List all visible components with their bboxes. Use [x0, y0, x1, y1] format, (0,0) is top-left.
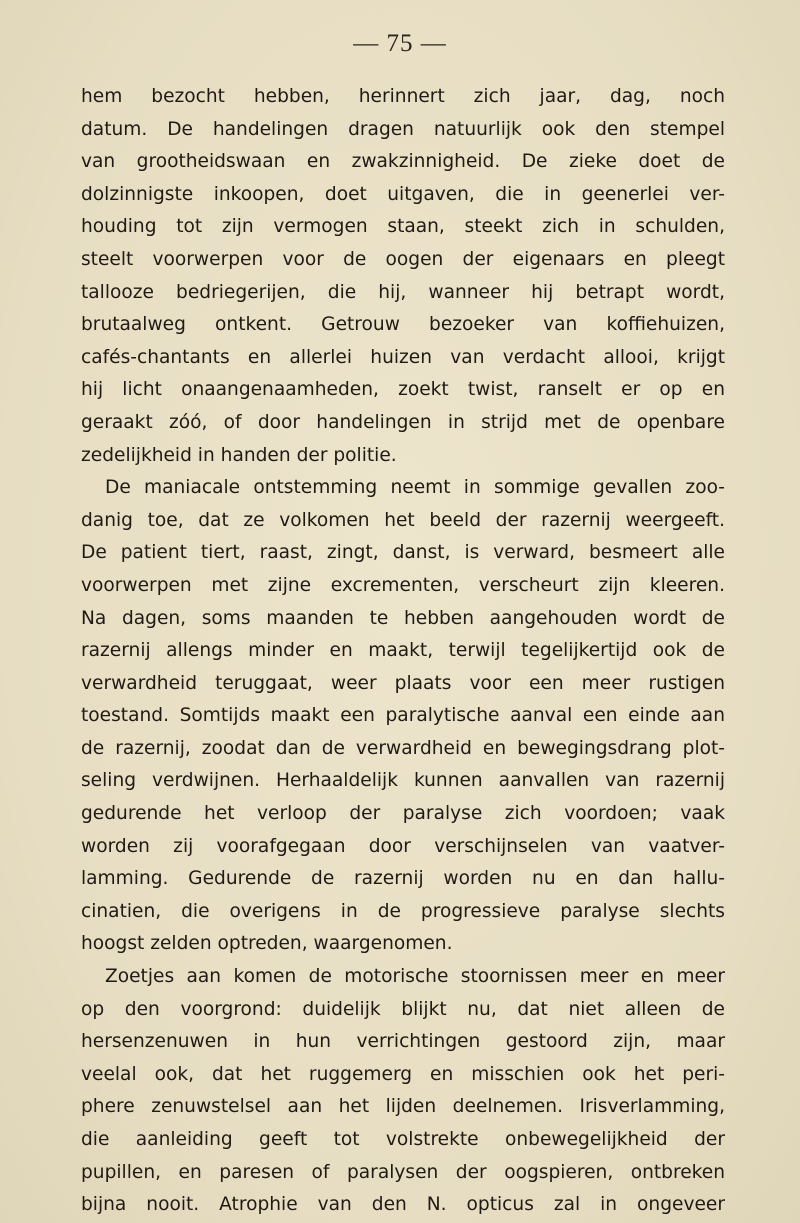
- text-line: voorwerpen met zijne excrementen, verscheurt zijn kleeren.: [81, 574, 725, 596]
- text-line: hoogst zelden optreden, waargenomen.: [81, 933, 453, 955]
- text-line: De patient tiert, raast, zingt, danst, is verward, besmeert alle: [81, 542, 725, 564]
- text-line: verwardheid teruggaat, weer plaats voor een meer rustigen: [81, 672, 725, 694]
- text-line: razernij allengs minder en maakt, terwijl tegelijkertijd ook de: [81, 640, 725, 662]
- text-line: tallooze bedriegerijen, die hij, wanneer hij betrapt wordt,: [81, 281, 725, 303]
- text-line: veelal ook, dat het ruggemerg en misschien ook het peri-: [81, 1063, 725, 1085]
- text-line: die aanleiding geeft tot volstrekte onbewegelijkheid der: [81, 1129, 725, 1150]
- text-line: pupillen, en paresen of paralysen der oogspieren, ontbreken: [81, 1161, 725, 1183]
- text-line: van grootheidswaan en zwakzinnigheid. De zieke doet de: [81, 151, 725, 173]
- text-line: houding tot zijn vermogen staan, steekt zich in schulden,: [81, 216, 725, 238]
- text-line: phere zenuwstelsel aan het lijden deelnemen. Irisverlamming,: [81, 1096, 725, 1118]
- text-line: dolzinnigste inkoopen, doet uitgaven, die in geenerlei ver-: [81, 183, 725, 205]
- text-line: Na dagen, soms maanden te hebben aangehouden wordt de: [81, 607, 725, 629]
- text-line: De maniacale ontstemming neemt in sommige gevallen zoo-: [105, 477, 725, 499]
- text-line: hersenzenuwen in hun verrichtingen gestoord zijn, maar: [81, 1031, 725, 1053]
- paragraph: [81, 961, 725, 1222]
- text-line: brutaalweg ontkent. Getrouw bezoeker van koffiehuizen,: [81, 314, 725, 336]
- text-line: datum. De handelingen dragen natuurlijk ook den stempel: [81, 118, 725, 140]
- text-line: danig toe, dat ze volkomen het beeld der razernij weergeeft.: [81, 509, 725, 531]
- text-line: cinatien, die overigens in de progressieve paralyse slechts: [81, 900, 725, 922]
- text-line: gedurende het verloop der paralyse zich voordoen; vaak: [81, 803, 725, 825]
- body-text: [81, 81, 725, 1222]
- text-line: bijna nooit. Atrophie van den N. opticus zal in ongeveer: [81, 1194, 725, 1216]
- text-line: seling verdwijnen. Herhaaldelijk kunnen aanvallen van razernij: [81, 770, 725, 792]
- paragraph: [81, 472, 725, 961]
- text-line: worden zij voorafgegaan door verschijnselen van vaatver-: [81, 835, 725, 857]
- text-line: op den voorgrond: duidelijk blijkt nu, dat niet alleen de: [81, 998, 725, 1020]
- text-line: geraakt zóó, of door handelingen in strijd met de openbare: [81, 411, 725, 433]
- page-number: — 75 —: [353, 30, 447, 57]
- text-line: lamming. Gedurende de razernij worden nu en dan hallu-: [81, 868, 725, 890]
- text-line: Zoetjes aan komen de motorische stoornissen meer en meer: [105, 966, 725, 988]
- text-line: zedelijkheid in handen der politie.: [81, 444, 397, 466]
- text-line: hem bezocht hebben, herinnert zich jaar, dag, noch: [81, 86, 725, 107]
- text-line: cafés-chantants en allerlei huizen van verdacht allooi, krijgt: [81, 346, 725, 368]
- text-line: toestand. Somtijds maakt een paralytische aanval een einde aan: [81, 705, 725, 727]
- text-line: hij licht onaangenaamheden, zoekt twist, ranselt er op en: [81, 379, 725, 401]
- text-line: steelt voorwerpen voor de oogen der eigenaars en pleegt: [81, 248, 725, 270]
- paragraph: [81, 81, 725, 472]
- text-line: de razernij, zoodat dan de verwardheid en bewegingsdrang plot-: [81, 737, 725, 759]
